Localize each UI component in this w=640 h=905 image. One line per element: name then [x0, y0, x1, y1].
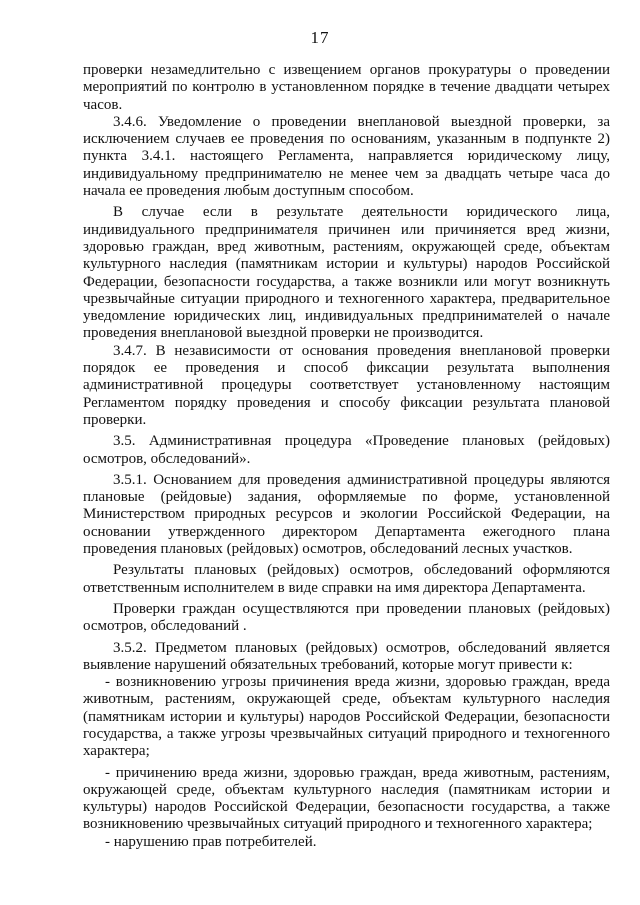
list-item-threat: - возникновению угрозы причинения вреда жизни, здоровью граждан, вреда животным, растениям, окружающей среде, объектам культурного наследия (памятникам истории и культуры) народов Российской Федерации, безопасности государства, а также угрозы чрезвычайных ситуаций природного и техногенного характера; — [83, 674, 610, 760]
paragraph-3-5-2: 3.5.2. Предметом плановых (рейдовых) осмотров, обследований является выявление нарушений обязательных требований, которые могут привести к: — [83, 639, 610, 673]
list-item-consumer-rights: - нарушению прав потребителей. — [105, 833, 317, 850]
paragraph-emergency-case: В случае если в результате деятельности юридического лица, индивидуального предпринимателя причинен или причиняется вред жизни, здоровью граждан, вред животным, растениям, окружающей среде, объектам культурного наследия (памятникам истории и культуры) народов Российской Федерации, безопасности государства, а также возникли или могут возникнуть чрезвычайные ситуации природного и техногенного характера, предварительное уведомление юридических лиц, индивидуальных предпринимателей о начале проведения внеплановой выездной проверки не производится. — [83, 204, 610, 342]
paragraph-3-4-6: 3.4.6. Уведомление о проведении внеплановой выездной проверки, за исключением случаев ее проведения по основаниям, указанным в подпункте 2) пункта 3.4.1. настоящего Регламента, направляется юридическому лицу, индивидуальному предпринимателю не менее чем за двадцать четыре часа до начала ее проведения любым доступным способом. — [83, 113, 610, 200]
paragraph-continuation: проверки незамедлительно с извещением органов прокуратуры о проведении мероприятий по контролю в установленном порядке в течение двадцати четырех часов. — [83, 62, 610, 113]
list-item-harm: - причинению вреда жизни, здоровью граждан, вреда животным, растениям, окружающей среде, объектам культурного наследия (памятникам истории и культуры) народов Российской Федерации, безопасности государства, а также возникновению чрезвычайных ситуаций природного и техногенного характера; — [83, 764, 610, 833]
paragraph-3-5-1: 3.5.1. Основанием для проведения административной процедуры являются плановые (рейдовые) задания, оформляемые по форме, установленной Министерством природных ресурсов и экологии Российской Федерации, на основании утвержденного директором Департамента ежегодного плана проведения плановых (рейдовых) осмотров, обследований лесных участков. — [83, 471, 610, 558]
paragraph-citizen-checks: Проверки граждан осуществляются при проведении плановых (рейдовых) осмотров, обследований . — [83, 600, 610, 635]
page-number: 17 — [310, 28, 330, 47]
paragraph-results: Результаты плановых (рейдовых) осмотров, обследований оформляются ответственным исполнителем в виде справки на имя директора Департамента. — [83, 562, 610, 596]
document-body — [83, 62, 610, 851]
paragraph-3-4-7: 3.4.7. В независимости от основания проведения внеплановой проверки порядок ее проведения и способ фиксации результата выполнения административной процедуры соответствует установленному настоящим Регламентом порядку проведения и способу фиксации результата плановой проверки. — [83, 342, 610, 428]
paragraph-3-5: 3.5. Административная процедура «Проведение плановых (рейдовых) осмотров, обследований». — [83, 433, 610, 467]
